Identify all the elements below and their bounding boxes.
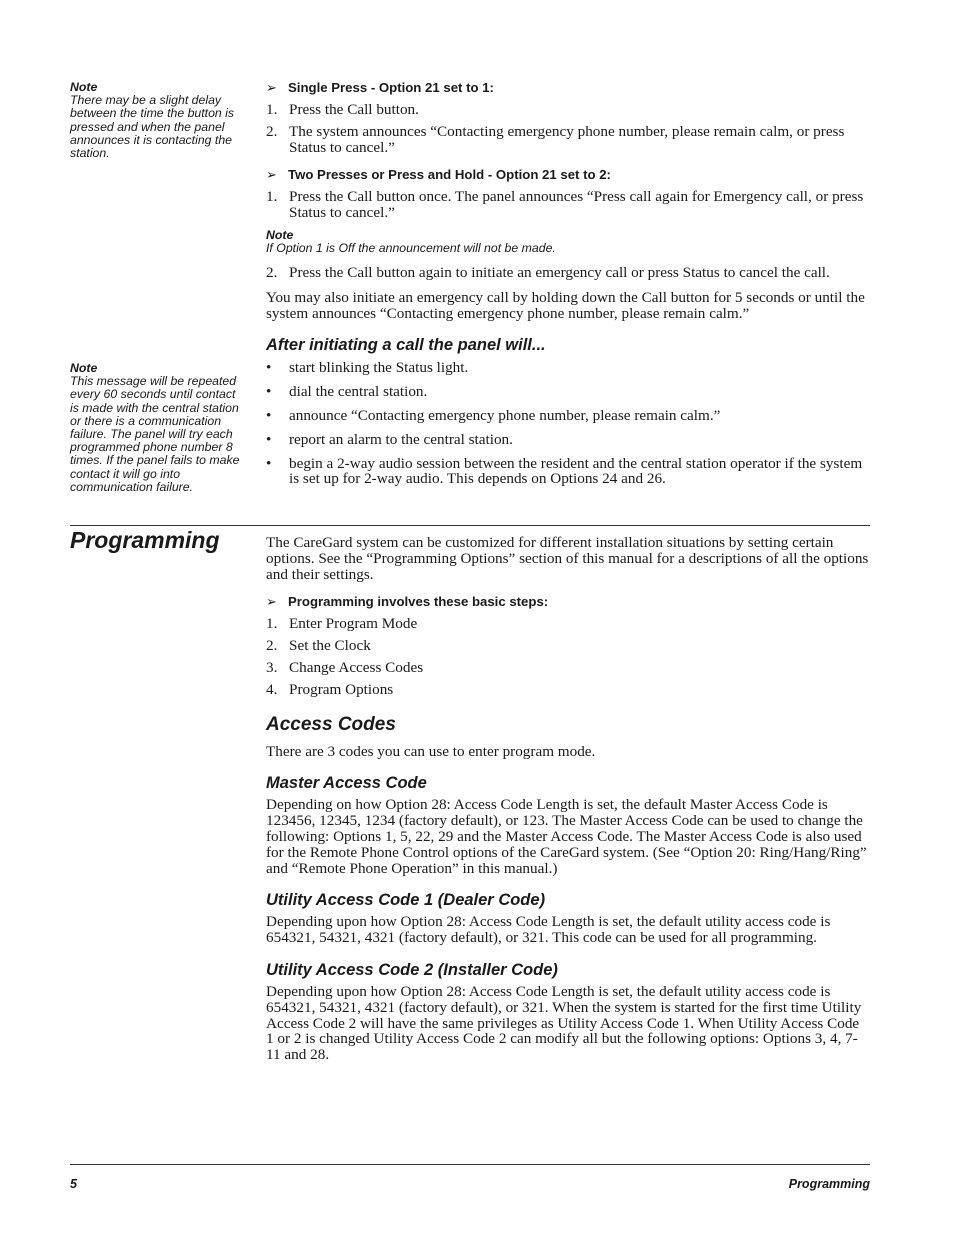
note-title: Note (70, 361, 98, 375)
list-item: 1. Press the Call button once. The panel announces “Press call again for Emergency call, or press Status to cancel.” (266, 188, 864, 222)
programming-section (266, 535, 870, 1063)
single-press-heading: ➢ Single Press - Option 21 set to 1: (266, 80, 494, 95)
two-press-heading: ➢ Two Presses or Press and Hold - Option 21 set to 2: (266, 167, 611, 183)
note-body: There may be a slight delay between the time the button is pressed and when the panel announces it is contacting the station. (70, 93, 235, 161)
list-item: 1. Press the Call button. (266, 101, 419, 118)
bullet-icon: • (266, 454, 272, 472)
programming-intro: The CareGard system can be customized for different installation situations by setting certain options. See the “Programming Options” section of this manual for a descriptions of all the options and their settings. (266, 534, 869, 583)
arrow-icon: ➢ (266, 167, 278, 183)
list-item: 2. The system announces “Contacting emergency phone number, please remain calm, or press Status to cancel.” (266, 122, 845, 156)
list-item: • begin a 2-way audio session between the resident and the central station operator if the system is set up for 2-way audio. This depends on Options 24 and 26. (266, 454, 863, 488)
programming-steps-heading: ➢ Programming involves these basic steps: (266, 594, 549, 610)
inline-note (266, 229, 870, 256)
section-title: Programming (70, 527, 220, 553)
after-call-heading: After initiating a call the panel will... (266, 336, 546, 355)
utility1-heading: Utility Access Code 1 (Dealer Code) (266, 891, 546, 910)
arrow-icon: ➢ (266, 594, 278, 610)
list-item: 3. Change Access Codes (266, 658, 424, 676)
footer-section: Programming (788, 1177, 870, 1191)
bullet-icon: • (266, 359, 272, 377)
bullet-icon: • (266, 430, 272, 448)
access-codes-intro: There are 3 codes you can use to enter program mode. (266, 742, 596, 760)
list-item: 2. Press the Call button again to initiate an emergency call or press Status to cancel the call. (266, 263, 830, 281)
access-codes-heading: Access Codes (266, 713, 396, 735)
emergency-call-section (266, 80, 870, 487)
list-item: 2. Set the Clock (266, 637, 371, 655)
utility2-text: Depending upon how Option 28: Access Code Length is set, the default utility access code is 654321, 54321, 4321 (factory default), or 321. When the system is started for the first time Utility Access Code 2 will have the same privileges as Utility Access Code 1. When Utility Access Code 1 or 2 is changed Utility Access Code 2 can modify all but the following options: Options 3, 4, 7-11 and 28. (266, 982, 862, 1064)
list-item: • start blinking the Status light. (266, 359, 469, 377)
note-title: Note (266, 227, 294, 242)
list-item: • announce “Contacting emergency phone number, please remain calm.” (266, 406, 721, 424)
utility1-text: Depending upon how Option 28: Access Code Length is set, the default utility access code is 654321, 54321, 4321 (factory default), or 321. This code can be used for all programming. (266, 913, 831, 947)
page-number: 5 (70, 1177, 77, 1191)
note-body: This message will be repeated every 60 seconds until contact is made with the central station or there is a communication failure. The panel will try each programmed phone number 8 times. If the panel fails to make contact it will go into communication failure. (70, 374, 240, 494)
list-item: 1. Enter Program Mode (266, 615, 418, 633)
list-item: • report an alarm to the central station. (266, 430, 513, 448)
note-body: If Option 1 is Off the announcement will not be made. (266, 241, 556, 256)
side-note-repeat (70, 362, 242, 494)
hold-paragraph: You may also initiate an emergency call by holding down the Call button for 5 seconds or until the system announces “Contacting emergency phone number, please remain calm.” (266, 288, 865, 322)
master-code-text: Depending on how Option 28: Access Code Length is set, the default Master Access Code is 123456, 12345, 1234 (factory default), or 123. The Master Access Code can be used to change the following: Options 1, 5, 22, 29 and the Master Access Code. The Master Access Code is also used for the Remote Phone Control options of the CareGard system. (See “Option 20: Ring/Hang/Ring” and “Remote Phone Operation” in this manual.) (266, 796, 867, 877)
utility2-heading: Utility Access Code 2 (Installer Code) (266, 960, 558, 979)
list-item: • dial the central station. (266, 383, 428, 401)
list-item: 4. Program Options (266, 680, 394, 698)
note-title: Note (70, 80, 98, 94)
master-code-heading: Master Access Code (266, 774, 427, 793)
arrow-icon: ➢ (266, 80, 278, 95)
bullet-icon: • (266, 383, 272, 401)
side-note-delay (70, 81, 242, 160)
bullet-icon: • (266, 406, 272, 424)
footer-divider (70, 1164, 870, 1165)
